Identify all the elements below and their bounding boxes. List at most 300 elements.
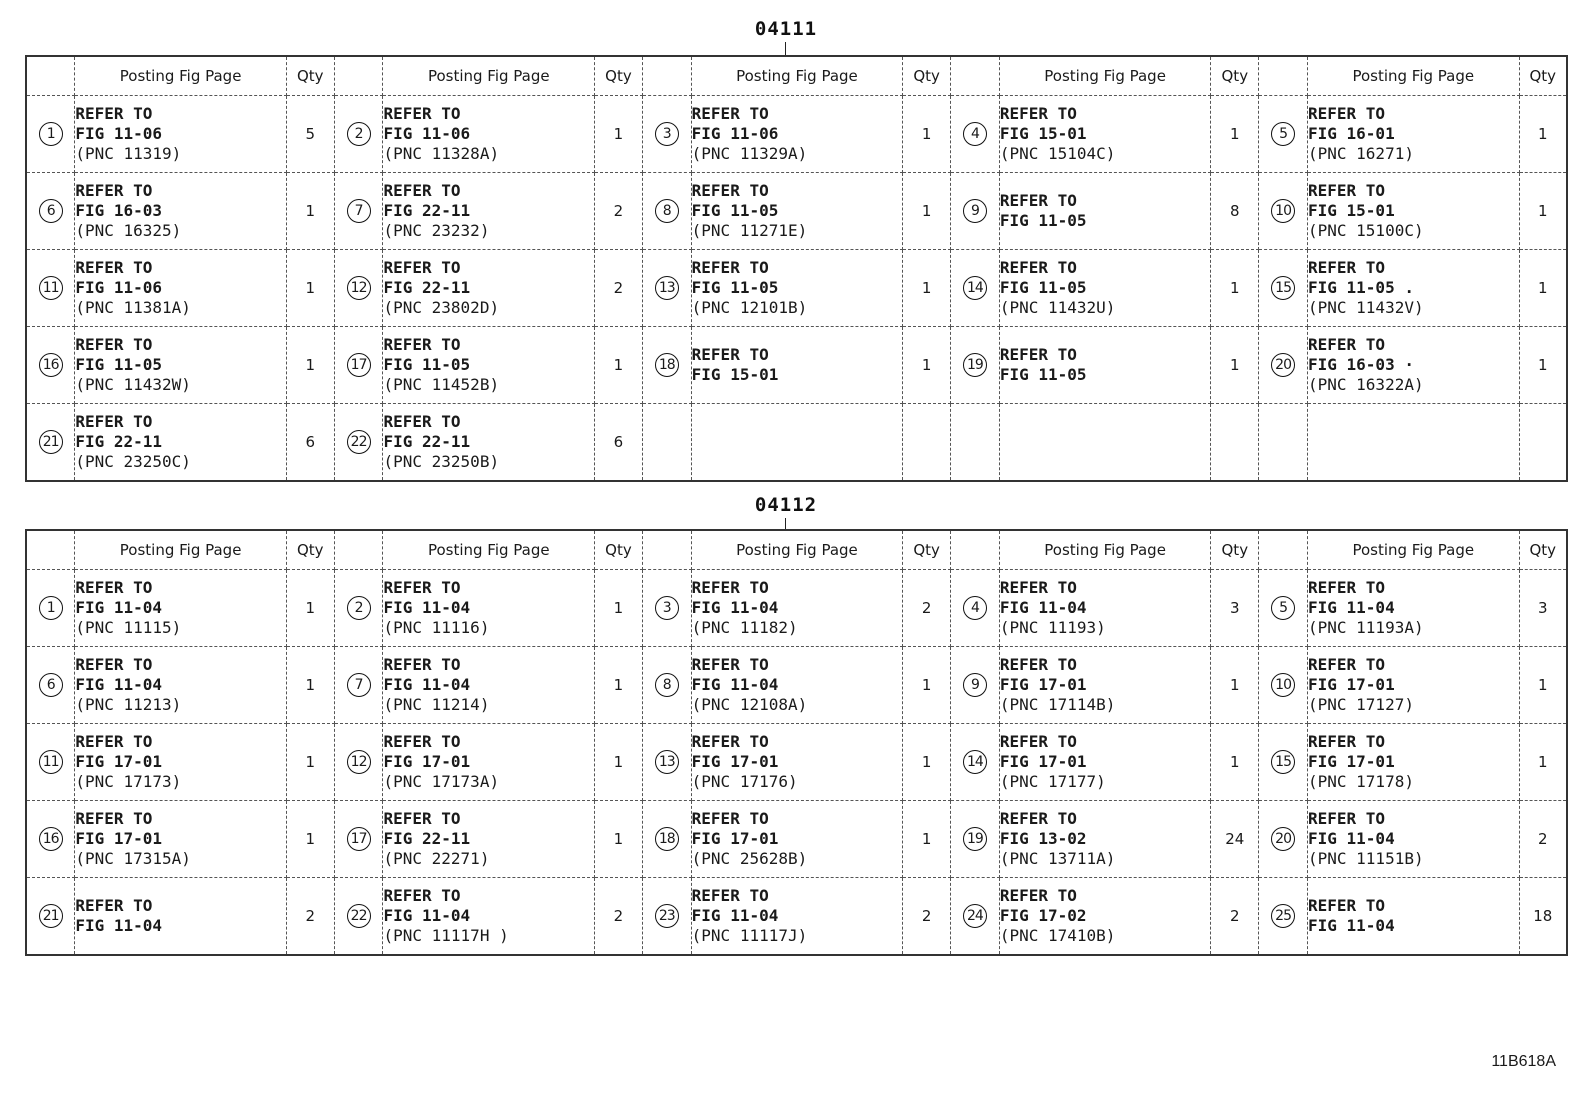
item-number-cell bbox=[1259, 327, 1308, 404]
fig-reference: FIG 13-02 bbox=[999, 829, 1087, 848]
fig-reference: FIG 22-11 bbox=[383, 432, 471, 451]
qty-cell bbox=[286, 878, 334, 956]
item-number-badge: 1 bbox=[39, 596, 63, 620]
table-row bbox=[26, 96, 1567, 173]
pnc-reference: (PNC 23232) bbox=[383, 221, 490, 240]
qty-value: 1 bbox=[305, 279, 316, 297]
qty-cell bbox=[595, 404, 643, 482]
qty-value: 2 bbox=[1538, 830, 1548, 848]
item-number-cell bbox=[951, 96, 1000, 173]
posting-ref-cell bbox=[1308, 173, 1520, 250]
qty-value: 2 bbox=[613, 279, 624, 297]
posting-ref-cell bbox=[75, 801, 287, 878]
item-number-cell bbox=[642, 404, 691, 482]
header-blank bbox=[951, 56, 1000, 96]
item-number-badge: 22 bbox=[347, 904, 371, 928]
fig-reference: FIG 17-01 bbox=[999, 752, 1087, 771]
item-number-badge: 18 bbox=[655, 827, 679, 851]
qty-value: 1 bbox=[921, 356, 932, 374]
fig-reference: FIG 15-01 bbox=[999, 124, 1087, 143]
header-qty: Qty bbox=[286, 530, 334, 570]
fig-reference: FIG 11-05 bbox=[999, 278, 1087, 297]
header-posting-fig-page: Posting Fig Page bbox=[1308, 56, 1520, 96]
item-number-badge: 4 bbox=[963, 596, 987, 620]
posting-ref-cell bbox=[383, 173, 595, 250]
fig-reference: FIG 17-01 bbox=[1308, 675, 1395, 694]
posting-ref-cell bbox=[383, 96, 595, 173]
fig-reference: FIG 15-01 bbox=[1308, 201, 1395, 220]
refer-to-label: REFER TO bbox=[75, 578, 153, 597]
qty-value: 2 bbox=[921, 599, 932, 617]
item-number-cell bbox=[334, 878, 383, 956]
qty-cell bbox=[286, 404, 334, 482]
pnc-reference: (PNC 23250C) bbox=[75, 452, 191, 471]
qty-cell bbox=[286, 96, 334, 173]
item-number-cell bbox=[26, 647, 75, 724]
item-number-cell bbox=[334, 173, 383, 250]
item-number-badge: 19 bbox=[963, 353, 987, 377]
header-blank bbox=[334, 56, 383, 96]
posting-ref-cell bbox=[691, 173, 903, 250]
posting-ref-cell bbox=[999, 801, 1211, 878]
posting-ref-cell bbox=[691, 250, 903, 327]
pnc-reference: (PNC 17410B) bbox=[999, 926, 1116, 945]
header-blank bbox=[642, 530, 691, 570]
section-title-04112: 04112 bbox=[754, 494, 818, 516]
posting-ref-cell bbox=[383, 250, 595, 327]
item-number-badge: 22 bbox=[347, 430, 371, 454]
refer-to-label: REFER TO bbox=[1308, 335, 1386, 354]
item-number-cell bbox=[1259, 724, 1308, 801]
qty-cell bbox=[1519, 173, 1567, 250]
item-number-badge: 5 bbox=[1271, 596, 1295, 620]
qty-cell bbox=[1211, 404, 1259, 482]
pnc-reference: (PNC 11115) bbox=[75, 618, 182, 637]
qty-cell bbox=[1211, 724, 1259, 801]
posting-ref-cell bbox=[691, 801, 903, 878]
item-number-badge: 13 bbox=[655, 276, 679, 300]
refer-to-label: REFER TO bbox=[1308, 258, 1386, 277]
fig-reference: FIG 11-05 bbox=[383, 355, 471, 374]
qty-value: 1 bbox=[305, 356, 316, 374]
item-number-badge: 11 bbox=[39, 750, 63, 774]
header-posting-fig-page: Posting Fig Page bbox=[75, 530, 287, 570]
posting-ref-cell bbox=[999, 724, 1211, 801]
qty-value: 1 bbox=[613, 676, 624, 694]
qty-value: 1 bbox=[1538, 753, 1548, 771]
qty-value: 2 bbox=[921, 907, 932, 925]
qty-value: 1 bbox=[1230, 125, 1240, 143]
pnc-reference: (PNC 11381A) bbox=[75, 298, 191, 317]
pnc-reference: (PNC 11117J) bbox=[691, 926, 808, 945]
pnc-reference: (PNC 12101B) bbox=[691, 298, 808, 317]
qty-cell bbox=[903, 250, 951, 327]
fig-reference: FIG 15-01 bbox=[691, 365, 779, 384]
qty-value: 1 bbox=[921, 753, 932, 771]
header-qty: Qty bbox=[595, 530, 643, 570]
fig-reference: FIG 17-02 bbox=[999, 906, 1087, 925]
qty-cell bbox=[1519, 404, 1567, 482]
fig-reference: FIG 11-05 bbox=[691, 278, 779, 297]
header-qty: Qty bbox=[903, 56, 951, 96]
fig-reference: FIG 17-01 bbox=[691, 752, 779, 771]
qty-value: 1 bbox=[1230, 279, 1240, 297]
qty-value: 2 bbox=[613, 202, 624, 220]
qty-cell bbox=[1211, 647, 1259, 724]
header-posting-fig-page: Posting Fig Page bbox=[75, 56, 287, 96]
pnc-reference: (PNC 11432V) bbox=[1308, 298, 1424, 317]
qty-value: 1 bbox=[613, 753, 624, 771]
header-row bbox=[26, 530, 1567, 570]
qty-value: 1 bbox=[613, 599, 624, 617]
table-row bbox=[26, 327, 1567, 404]
fig-reference: FIG 16-03 bbox=[75, 201, 163, 220]
posting-ref-cell bbox=[999, 570, 1211, 647]
pnc-reference: (PNC 11432U) bbox=[999, 298, 1116, 317]
item-number-badge: 1 bbox=[39, 122, 63, 146]
qty-value: 1 bbox=[613, 125, 624, 143]
pnc-reference: (PNC 11329A) bbox=[691, 144, 808, 163]
qty-cell bbox=[903, 570, 951, 647]
item-number-cell bbox=[642, 173, 691, 250]
refer-to-label: REFER TO bbox=[75, 258, 153, 277]
qty-value: 1 bbox=[1538, 202, 1548, 220]
qty-value: 1 bbox=[1230, 753, 1240, 771]
table-row bbox=[26, 878, 1567, 956]
item-number-cell bbox=[951, 724, 1000, 801]
table-row bbox=[26, 173, 1567, 250]
posting-ref-cell bbox=[75, 724, 287, 801]
item-number-cell bbox=[26, 801, 75, 878]
refer-to-label: REFER TO bbox=[999, 732, 1077, 751]
fig-reference: FIG 17-01 bbox=[75, 829, 163, 848]
qty-value: 6 bbox=[305, 433, 316, 451]
refer-to-label: REFER TO bbox=[691, 809, 769, 828]
posting-ref-cell bbox=[691, 96, 903, 173]
item-number-badge: 15 bbox=[1271, 276, 1295, 300]
posting-ref-cell bbox=[1308, 96, 1520, 173]
posting-ref-cell bbox=[691, 404, 903, 482]
qty-cell bbox=[1211, 96, 1259, 173]
fig-reference: FIG 11-04 bbox=[383, 675, 471, 694]
item-number-badge: 17 bbox=[347, 353, 371, 377]
header-qty: Qty bbox=[1519, 530, 1567, 570]
qty-cell bbox=[595, 878, 643, 956]
qty-cell bbox=[1211, 173, 1259, 250]
item-number-cell bbox=[951, 250, 1000, 327]
qty-cell bbox=[595, 327, 643, 404]
pnc-reference: (PNC 11182) bbox=[691, 618, 798, 637]
item-number-cell bbox=[334, 724, 383, 801]
posting-ref-cell bbox=[691, 878, 903, 956]
qty-cell bbox=[286, 327, 334, 404]
pnc-reference: (PNC 17173) bbox=[75, 772, 182, 791]
qty-cell bbox=[595, 801, 643, 878]
fig-reference: FIG 11-05 bbox=[999, 211, 1087, 230]
posting-ref-cell bbox=[691, 570, 903, 647]
item-number-cell bbox=[26, 724, 75, 801]
posting-ref-cell bbox=[999, 250, 1211, 327]
item-number-badge: 6 bbox=[39, 199, 63, 223]
item-number-cell bbox=[642, 570, 691, 647]
refer-to-label: REFER TO bbox=[383, 886, 461, 905]
header-qty: Qty bbox=[903, 530, 951, 570]
pnc-reference: (PNC 16322A) bbox=[1308, 375, 1424, 394]
refer-to-label: REFER TO bbox=[691, 655, 769, 674]
item-number-badge: 2 bbox=[347, 596, 371, 620]
item-number-cell bbox=[1259, 647, 1308, 724]
qty-cell bbox=[595, 250, 643, 327]
item-number-badge: 3 bbox=[655, 122, 679, 146]
posting-ref-cell bbox=[75, 327, 287, 404]
pnc-reference: (PNC 11271E) bbox=[691, 221, 808, 240]
fig-reference: FIG 11-06 bbox=[75, 124, 163, 143]
posting-ref-cell bbox=[999, 647, 1211, 724]
section-title-04111: 04111 bbox=[754, 18, 818, 40]
posting-ref-cell bbox=[1308, 404, 1520, 482]
qty-cell bbox=[1211, 801, 1259, 878]
qty-value: 6 bbox=[613, 433, 624, 451]
item-number-cell bbox=[334, 570, 383, 647]
refer-to-label: REFER TO bbox=[383, 412, 461, 431]
header-blank bbox=[1259, 56, 1308, 96]
item-number-badge: 8 bbox=[655, 673, 679, 697]
refer-to-label: REFER TO bbox=[691, 258, 769, 277]
pnc-reference: (PNC 11151B) bbox=[1308, 849, 1424, 868]
fig-reference: FIG 11-04 bbox=[691, 598, 779, 617]
item-number-cell bbox=[1259, 570, 1308, 647]
item-number-cell bbox=[26, 327, 75, 404]
qty-value: 1 bbox=[1230, 356, 1240, 374]
header-posting-fig-page: Posting Fig Page bbox=[999, 56, 1211, 96]
refer-to-label: REFER TO bbox=[1308, 578, 1386, 597]
header-row bbox=[26, 56, 1567, 96]
qty-value: 1 bbox=[305, 202, 316, 220]
qty-value: 1 bbox=[1230, 676, 1240, 694]
pnc-reference: (PNC 11213) bbox=[75, 695, 182, 714]
fig-reference: FIG 22-11 bbox=[383, 278, 471, 297]
qty-cell bbox=[903, 404, 951, 482]
qty-value: 3 bbox=[1230, 599, 1240, 617]
qty-cell bbox=[595, 96, 643, 173]
refer-to-label: REFER TO bbox=[1308, 104, 1386, 123]
table-row bbox=[26, 250, 1567, 327]
qty-cell bbox=[1519, 878, 1567, 956]
qty-cell bbox=[1519, 570, 1567, 647]
refer-to-label: REFER TO bbox=[75, 809, 153, 828]
item-number-cell bbox=[642, 878, 691, 956]
item-number-cell bbox=[642, 647, 691, 724]
pnc-reference: (PNC 17114B) bbox=[999, 695, 1116, 714]
item-number-badge: 21 bbox=[39, 904, 63, 928]
posting-ref-cell bbox=[383, 404, 595, 482]
fig-reference: FIG 11-05 . bbox=[1308, 278, 1414, 297]
item-number-cell bbox=[334, 250, 383, 327]
qty-value: 1 bbox=[1538, 279, 1548, 297]
item-number-cell bbox=[334, 327, 383, 404]
refer-to-label: REFER TO bbox=[383, 181, 461, 200]
item-number-badge: 15 bbox=[1271, 750, 1295, 774]
posting-ref-cell bbox=[1308, 801, 1520, 878]
header-blank bbox=[642, 56, 691, 96]
refer-to-label: REFER TO bbox=[999, 655, 1077, 674]
item-number-cell bbox=[642, 96, 691, 173]
pnc-reference: (PNC 23250B) bbox=[383, 452, 500, 471]
qty-cell bbox=[286, 801, 334, 878]
pnc-reference: (PNC 17315A) bbox=[75, 849, 191, 868]
pnc-reference: (PNC 11117H ) bbox=[383, 926, 509, 945]
item-number-cell bbox=[334, 801, 383, 878]
qty-cell bbox=[1211, 250, 1259, 327]
item-number-cell bbox=[1259, 878, 1308, 956]
parts-table-04112 bbox=[25, 529, 1568, 956]
item-number-badge: 9 bbox=[963, 199, 987, 223]
parts-table-04111 bbox=[25, 55, 1568, 482]
posting-ref-cell bbox=[1308, 570, 1520, 647]
qty-cell bbox=[1519, 96, 1567, 173]
fig-reference: FIG 16-01 bbox=[1308, 124, 1395, 143]
item-number-badge: 10 bbox=[1271, 673, 1295, 697]
item-number-badge: 2 bbox=[347, 122, 371, 146]
posting-ref-cell bbox=[1308, 250, 1520, 327]
posting-ref-cell bbox=[75, 173, 287, 250]
pnc-reference: (PNC 15100C) bbox=[1308, 221, 1424, 240]
refer-to-label: REFER TO bbox=[383, 732, 461, 751]
qty-value: 1 bbox=[921, 676, 932, 694]
refer-to-label: REFER TO bbox=[691, 886, 769, 905]
header-qty: Qty bbox=[1211, 530, 1259, 570]
qty-value: 18 bbox=[1533, 907, 1553, 925]
fig-reference: FIG 11-04 bbox=[999, 598, 1087, 617]
fig-reference: FIG 11-04 bbox=[383, 906, 471, 925]
header-posting-fig-page: Posting Fig Page bbox=[691, 530, 903, 570]
item-number-cell bbox=[951, 570, 1000, 647]
pnc-reference: (PNC 13711A) bbox=[999, 849, 1116, 868]
item-number-cell bbox=[951, 173, 1000, 250]
pnc-reference: (PNC 11319) bbox=[75, 144, 182, 163]
posting-ref-cell bbox=[1308, 878, 1520, 956]
pnc-reference: (PNC 17127) bbox=[1308, 695, 1414, 714]
header-blank bbox=[1259, 530, 1308, 570]
item-number-badge: 23 bbox=[655, 904, 679, 928]
item-number-badge: 5 bbox=[1271, 122, 1295, 146]
item-number-cell bbox=[26, 250, 75, 327]
refer-to-label: REFER TO bbox=[383, 104, 461, 123]
item-number-cell bbox=[642, 250, 691, 327]
refer-to-label: REFER TO bbox=[75, 896, 153, 915]
refer-to-label: REFER TO bbox=[383, 655, 461, 674]
posting-ref-cell bbox=[383, 647, 595, 724]
refer-to-label: REFER TO bbox=[383, 809, 461, 828]
pnc-reference: (PNC 11452B) bbox=[383, 375, 500, 394]
item-number-cell bbox=[1259, 404, 1308, 482]
refer-to-label: REFER TO bbox=[1308, 809, 1386, 828]
table-row bbox=[26, 801, 1567, 878]
item-number-cell bbox=[1259, 801, 1308, 878]
qty-cell bbox=[903, 801, 951, 878]
qty-cell bbox=[286, 724, 334, 801]
fig-reference: FIG 11-04 bbox=[691, 906, 779, 925]
qty-value: 1 bbox=[921, 830, 932, 848]
item-number-cell bbox=[334, 96, 383, 173]
qty-cell bbox=[1519, 327, 1567, 404]
item-number-badge: 9 bbox=[963, 673, 987, 697]
item-number-cell bbox=[334, 647, 383, 724]
qty-cell bbox=[1519, 801, 1567, 878]
refer-to-label: REFER TO bbox=[75, 104, 153, 123]
pnc-reference: (PNC 11432W) bbox=[75, 375, 191, 394]
qty-value: 1 bbox=[613, 356, 624, 374]
qty-cell bbox=[595, 647, 643, 724]
refer-to-label: REFER TO bbox=[1308, 732, 1386, 751]
refer-to-label: REFER TO bbox=[999, 191, 1077, 210]
header-blank bbox=[951, 530, 1000, 570]
qty-value: 1 bbox=[921, 279, 932, 297]
item-number-badge: 6 bbox=[39, 673, 63, 697]
table-row bbox=[26, 404, 1567, 482]
header-posting-fig-page: Posting Fig Page bbox=[999, 530, 1211, 570]
item-number-badge: 16 bbox=[39, 827, 63, 851]
pnc-reference: (PNC 15104C) bbox=[999, 144, 1116, 163]
item-number-cell bbox=[1259, 96, 1308, 173]
refer-to-label: REFER TO bbox=[999, 886, 1077, 905]
header-blank bbox=[26, 56, 75, 96]
qty-value: 1 bbox=[305, 830, 316, 848]
refer-to-label: REFER TO bbox=[383, 578, 461, 597]
refer-to-label: REFER TO bbox=[1308, 655, 1386, 674]
qty-cell bbox=[903, 647, 951, 724]
pnc-reference: (PNC 11193A) bbox=[1308, 618, 1424, 637]
fig-reference: FIG 22-11 bbox=[383, 829, 471, 848]
qty-value: 2 bbox=[613, 907, 624, 925]
fig-reference: FIG 11-04 bbox=[691, 675, 779, 694]
item-number-badge: 20 bbox=[1271, 827, 1295, 851]
refer-to-label: REFER TO bbox=[383, 258, 461, 277]
header-qty: Qty bbox=[1519, 56, 1567, 96]
qty-value: 1 bbox=[921, 202, 932, 220]
posting-ref-cell bbox=[75, 570, 287, 647]
qty-cell bbox=[286, 570, 334, 647]
refer-to-label: REFER TO bbox=[691, 578, 769, 597]
fig-reference: FIG 16-03 · bbox=[1308, 355, 1414, 374]
header-posting-fig-page: Posting Fig Page bbox=[383, 530, 595, 570]
item-number-badge: 3 bbox=[655, 596, 679, 620]
header-qty: Qty bbox=[1211, 56, 1259, 96]
fig-reference: FIG 17-01 bbox=[999, 675, 1087, 694]
qty-value: 2 bbox=[305, 907, 316, 925]
posting-ref-cell bbox=[75, 96, 287, 173]
table-row bbox=[26, 570, 1567, 647]
pnc-reference: (PNC 17178) bbox=[1308, 772, 1414, 791]
item-number-badge: 14 bbox=[963, 276, 987, 300]
fig-reference: FIG 22-11 bbox=[75, 432, 163, 451]
qty-value: 1 bbox=[1538, 676, 1548, 694]
refer-to-label: REFER TO bbox=[999, 104, 1077, 123]
qty-cell bbox=[903, 724, 951, 801]
posting-ref-cell bbox=[383, 724, 595, 801]
fig-reference: FIG 11-05 bbox=[691, 201, 779, 220]
fig-reference: FIG 11-04 bbox=[383, 598, 471, 617]
posting-ref-cell bbox=[383, 801, 595, 878]
header-blank bbox=[334, 530, 383, 570]
pnc-reference: (PNC 17177) bbox=[999, 772, 1106, 791]
item-number-cell bbox=[642, 724, 691, 801]
fig-reference: FIG 11-05 bbox=[75, 355, 163, 374]
pnc-reference: (PNC 23802D) bbox=[383, 298, 500, 317]
fig-reference: FIG 11-06 bbox=[383, 124, 471, 143]
posting-ref-cell bbox=[383, 570, 595, 647]
qty-cell bbox=[1519, 724, 1567, 801]
